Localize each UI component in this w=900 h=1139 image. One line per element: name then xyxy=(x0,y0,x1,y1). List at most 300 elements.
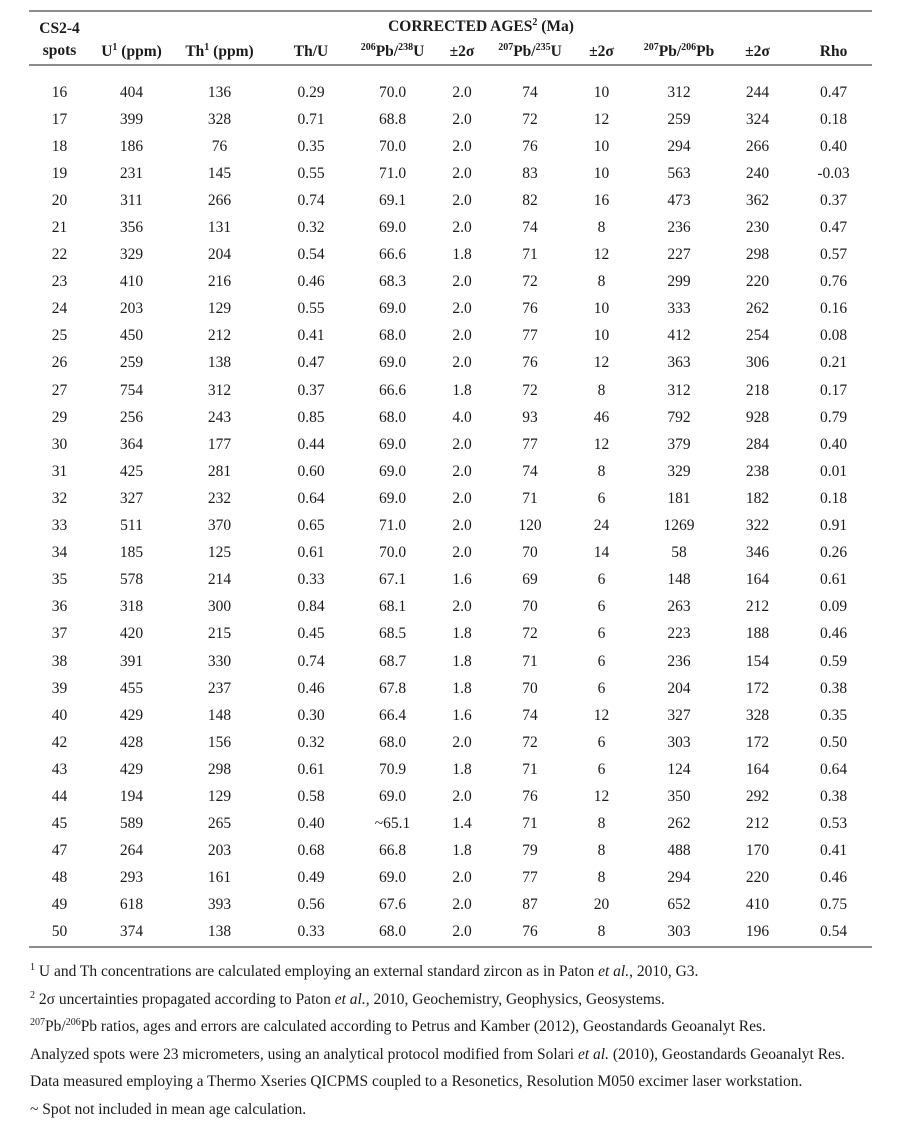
value-cell: 362 xyxy=(745,191,770,209)
value-cell: 129 xyxy=(207,787,232,805)
value-cell: 2.0 xyxy=(452,83,472,101)
value-cell: 230 xyxy=(745,219,770,237)
value-cell: 0.64 xyxy=(819,760,848,778)
value-cell: 425 xyxy=(119,462,144,480)
value-cell: 2.0 xyxy=(452,164,472,182)
value-cell: 12 xyxy=(593,246,610,264)
value-cell: 292 xyxy=(745,787,770,805)
value-cell: 370 xyxy=(207,517,232,535)
value-cell: 0.61 xyxy=(297,544,325,562)
value-cell: 2.0 xyxy=(452,435,472,453)
value-cell: 131 xyxy=(207,219,232,237)
value-cell: 1.8 xyxy=(452,246,472,264)
value-cell: 1.8 xyxy=(452,842,472,860)
col-header-207pb-235u: $^{207}$Pb/$^{235}$U xyxy=(498,41,562,60)
value-cell: 0.33 xyxy=(297,571,325,589)
value-cell: 12 xyxy=(593,435,610,453)
value-cell: 69.0 xyxy=(378,787,407,805)
spot-number-cell: 21 xyxy=(51,219,68,237)
value-cell: 2.0 xyxy=(452,733,472,751)
value-cell: 8 xyxy=(597,842,606,860)
value-cell: 429 xyxy=(119,706,144,724)
spot-number-cell: 36 xyxy=(51,598,68,616)
value-cell: 69.0 xyxy=(378,219,407,237)
value-cell: 2.0 xyxy=(452,923,472,941)
value-cell: 2.0 xyxy=(452,489,472,507)
value-cell: 16 xyxy=(593,191,610,209)
value-cell: 12 xyxy=(593,354,610,372)
value-cell: 68.0 xyxy=(378,408,407,426)
value-cell: 67.1 xyxy=(378,571,407,589)
table-row xyxy=(29,594,872,621)
value-cell: 0.50 xyxy=(819,733,848,751)
value-cell: 136 xyxy=(207,83,232,101)
value-cell: 0.17 xyxy=(819,381,848,399)
spot-number-cell: 29 xyxy=(51,408,68,426)
value-cell: 212 xyxy=(745,815,770,833)
table-row xyxy=(29,811,872,838)
value-cell: 578 xyxy=(119,571,144,589)
table-row xyxy=(29,513,872,540)
value-cell: 333 xyxy=(667,300,691,318)
value-cell: 77 xyxy=(522,435,538,453)
spot-number-cell: 39 xyxy=(51,679,68,697)
group-header-corrected-ages: CORRECTED AGES$^2$ (Ma) xyxy=(388,17,574,36)
value-cell: 71 xyxy=(522,246,538,264)
value-cell: 0.37 xyxy=(297,381,325,399)
table-row xyxy=(29,892,872,919)
value-cell: 298 xyxy=(207,760,232,778)
value-cell: 0.35 xyxy=(297,137,325,155)
value-cell: 0.40 xyxy=(297,815,325,833)
value-cell: 329 xyxy=(119,246,144,264)
spot-number-cell: 25 xyxy=(51,327,68,345)
value-cell: 172 xyxy=(745,733,770,751)
value-cell: 329 xyxy=(667,462,691,480)
value-cell: 129 xyxy=(207,300,232,318)
spot-number-cell: 27 xyxy=(51,381,68,399)
col-header-2sigma-2: ±2σ xyxy=(589,42,614,60)
value-cell: 76 xyxy=(522,787,538,805)
table-row xyxy=(29,323,872,350)
table-row xyxy=(29,540,872,567)
value-cell: 0.46 xyxy=(297,273,325,291)
value-cell: 281 xyxy=(207,462,232,480)
value-cell: 182 xyxy=(745,489,770,507)
value-cell: 8 xyxy=(597,462,606,480)
value-cell: 70 xyxy=(522,598,538,616)
value-cell: 327 xyxy=(119,489,144,507)
value-cell: 284 xyxy=(745,435,770,453)
value-cell: 318 xyxy=(119,598,144,616)
spot-number-cell: 16 xyxy=(51,83,68,101)
value-cell: 227 xyxy=(667,246,691,264)
value-cell: 66.6 xyxy=(378,246,407,264)
value-cell: 231 xyxy=(119,164,144,182)
value-cell: 220 xyxy=(745,869,770,887)
value-cell: 1.6 xyxy=(452,571,472,589)
col-header-207pb-206pb: $^{207}$Pb/$^{206}$Pb xyxy=(643,41,715,60)
value-cell: 82 xyxy=(522,191,538,209)
value-cell: 0.71 xyxy=(297,110,325,128)
value-cell: 263 xyxy=(667,598,691,616)
spot-number-cell: 23 xyxy=(51,273,68,291)
value-cell: 79 xyxy=(522,842,538,860)
value-cell: 10 xyxy=(593,83,610,101)
value-cell: 262 xyxy=(667,815,691,833)
value-cell: 0.91 xyxy=(819,517,848,535)
value-cell: 0.61 xyxy=(297,760,325,778)
value-cell: 328 xyxy=(745,706,770,724)
value-cell: 0.49 xyxy=(297,869,325,887)
value-cell: 312 xyxy=(667,381,691,399)
value-cell: 300 xyxy=(207,598,232,616)
value-cell: 138 xyxy=(207,923,232,941)
value-cell: 0.65 xyxy=(297,517,325,535)
spot-number-cell: 26 xyxy=(51,354,68,372)
value-cell: 2.0 xyxy=(452,544,472,562)
value-cell: 185 xyxy=(119,544,144,562)
spot-number-cell: 45 xyxy=(51,815,68,833)
value-cell: 156 xyxy=(207,733,232,751)
value-cell: 212 xyxy=(745,598,770,616)
value-cell: ~65.1 xyxy=(374,815,411,833)
value-cell: 2.0 xyxy=(452,219,472,237)
value-cell: 6 xyxy=(597,652,606,670)
value-cell: 177 xyxy=(207,435,232,453)
spot-number-cell: 24 xyxy=(51,300,68,318)
value-cell: 254 xyxy=(745,327,770,345)
value-cell: 68.8 xyxy=(378,110,407,128)
value-cell: 563 xyxy=(667,164,691,182)
value-cell: 14 xyxy=(593,544,610,562)
value-cell: 0.44 xyxy=(297,435,325,453)
value-cell: 0.46 xyxy=(819,869,848,887)
value-cell: 306 xyxy=(745,354,770,372)
value-cell: 0.18 xyxy=(819,110,848,128)
group-header-row xyxy=(29,11,872,43)
value-cell: 2.0 xyxy=(452,137,472,155)
value-cell: 0.30 xyxy=(297,706,325,724)
value-cell: 266 xyxy=(207,191,232,209)
value-cell: 71 xyxy=(522,760,538,778)
spot-number-cell: 43 xyxy=(51,760,68,778)
value-cell: 212 xyxy=(207,327,232,345)
table-row xyxy=(29,838,872,865)
value-cell: 71 xyxy=(522,652,538,670)
value-cell: 0.74 xyxy=(297,652,325,670)
value-cell: 2.0 xyxy=(452,787,472,805)
value-cell: 450 xyxy=(119,327,144,345)
col-header-206pb-238u: $^{206}$Pb/$^{238}$U xyxy=(360,41,425,60)
spot-number-cell: 19 xyxy=(51,164,68,182)
table-row xyxy=(29,485,872,512)
value-cell: 652 xyxy=(667,896,691,914)
value-cell: 2.0 xyxy=(452,110,472,128)
value-cell: 346 xyxy=(745,544,770,562)
value-cell: 0.54 xyxy=(297,246,325,264)
value-cell: 12 xyxy=(593,706,610,724)
value-cell: 145 xyxy=(207,164,232,182)
spot-number-cell: 37 xyxy=(51,625,68,643)
value-cell: 265 xyxy=(207,815,232,833)
value-cell: 0.33 xyxy=(297,923,325,941)
value-cell: 327 xyxy=(667,706,691,724)
value-cell: 2.0 xyxy=(452,273,472,291)
value-cell: 0.58 xyxy=(297,787,325,805)
value-cell: 0.59 xyxy=(819,652,848,670)
spot-number-cell: 17 xyxy=(51,110,68,128)
value-cell: 0.21 xyxy=(819,354,848,372)
value-cell: 74 xyxy=(522,706,538,724)
value-cell: 203 xyxy=(207,842,232,860)
column-header-row xyxy=(29,43,872,65)
value-cell: 0.54 xyxy=(819,923,848,941)
value-cell: 404 xyxy=(119,83,144,101)
spot-number-cell: 34 xyxy=(51,544,68,562)
value-cell: 374 xyxy=(119,923,144,941)
table-row xyxy=(29,106,872,133)
value-cell: 455 xyxy=(119,679,144,697)
value-cell: 294 xyxy=(667,137,691,155)
value-cell: 0.26 xyxy=(819,544,848,562)
table-row xyxy=(29,648,872,675)
value-cell: 58 xyxy=(671,544,687,562)
value-cell: 0.84 xyxy=(297,598,325,616)
value-cell: 294 xyxy=(667,869,691,887)
value-cell: 0.40 xyxy=(819,137,848,155)
value-cell: 77 xyxy=(522,327,538,345)
value-cell: 237 xyxy=(207,679,232,697)
value-cell: 232 xyxy=(207,489,232,507)
value-cell: 71.0 xyxy=(378,517,407,535)
value-cell: 428 xyxy=(119,733,144,751)
footnote-2sigma-uncertainties: $^2$ 2σ uncertainties propagated according to Paton et al., 2010, Geochemistry, Geophysics, Geosystems. xyxy=(30,989,665,1008)
value-cell: 293 xyxy=(119,869,144,887)
value-cell: 0.32 xyxy=(297,733,325,751)
value-cell: 0.41 xyxy=(819,842,848,860)
value-cell: 12 xyxy=(593,787,610,805)
value-cell: 164 xyxy=(745,571,770,589)
spot-number-cell: 20 xyxy=(51,191,68,209)
footnotes-section xyxy=(30,962,875,1128)
value-cell: 204 xyxy=(667,679,691,697)
col-header-rho: Rho xyxy=(819,42,848,60)
value-cell: 244 xyxy=(745,83,770,101)
value-cell: 68.0 xyxy=(378,923,407,941)
value-cell: 754 xyxy=(119,381,144,399)
value-cell: 0.46 xyxy=(819,625,848,643)
value-cell: 69.0 xyxy=(378,300,407,318)
value-cell: 6 xyxy=(597,489,606,507)
value-cell: 0.61 xyxy=(819,571,848,589)
value-cell: 6 xyxy=(597,598,606,616)
value-cell: 792 xyxy=(667,408,691,426)
value-cell: 70 xyxy=(522,544,538,562)
footnote-analyzed-spots: Analyzed spots were 23 micrometers, using an analytical protocol modified from Solari et al. (2010), Geostandards Geoanalyt Res. xyxy=(30,1045,845,1063)
value-cell: 0.57 xyxy=(819,246,848,264)
value-cell: 2.0 xyxy=(452,869,472,887)
value-cell: 324 xyxy=(745,110,770,128)
footnote-instrumentation: Data measured employing a Thermo Xseries QICPMS coupled to a Resonetics, Resolution M050 excimer laser workstation. xyxy=(30,1073,803,1091)
value-cell: 188 xyxy=(745,625,770,643)
value-cell: 66.8 xyxy=(378,842,407,860)
value-cell: 67.8 xyxy=(378,679,407,697)
value-cell: 76 xyxy=(522,354,538,372)
table-header xyxy=(29,11,872,65)
value-cell: 0.18 xyxy=(819,489,848,507)
value-cell: 148 xyxy=(207,706,232,724)
value-cell: 70.0 xyxy=(378,137,407,155)
value-cell: 399 xyxy=(119,110,144,128)
footnote-tilde-exclusion: ~ Spot not included in mean age calculation. xyxy=(30,1100,307,1118)
table-row xyxy=(29,783,872,810)
value-cell: 70.9 xyxy=(378,760,407,778)
value-cell: 172 xyxy=(745,679,770,697)
value-cell: 10 xyxy=(593,137,610,155)
value-cell: 264 xyxy=(119,842,144,860)
value-cell: 589 xyxy=(119,815,144,833)
value-cell: 0.79 xyxy=(819,408,848,426)
value-cell: 196 xyxy=(745,923,770,941)
table-row xyxy=(29,865,872,892)
value-cell: 69.0 xyxy=(378,435,407,453)
value-cell: 6 xyxy=(597,760,606,778)
spot-number-cell: 44 xyxy=(51,787,68,805)
value-cell: 20 xyxy=(593,896,610,914)
value-cell: 262 xyxy=(745,300,770,318)
value-cell: 220 xyxy=(745,273,770,291)
value-cell: 93 xyxy=(522,408,538,426)
value-cell: 420 xyxy=(119,625,144,643)
spot-number-cell: 38 xyxy=(51,652,68,670)
value-cell: 356 xyxy=(119,219,144,237)
value-cell: 8 xyxy=(597,869,606,887)
value-cell: 77 xyxy=(522,869,538,887)
value-cell: 312 xyxy=(207,381,232,399)
value-cell: 236 xyxy=(667,652,691,670)
value-cell: 186 xyxy=(119,137,144,155)
value-cell: 410 xyxy=(119,273,144,291)
value-cell: 0.60 xyxy=(297,462,325,480)
corrected-ages-table xyxy=(29,10,872,948)
value-cell: 2.0 xyxy=(452,300,472,318)
value-cell: 259 xyxy=(667,110,691,128)
table-row xyxy=(29,702,872,729)
table-row xyxy=(29,65,872,106)
value-cell: 0.16 xyxy=(819,300,848,318)
value-cell: 1.6 xyxy=(452,706,472,724)
value-cell: 429 xyxy=(119,760,144,778)
spot-number-cell: 48 xyxy=(51,869,68,887)
value-cell: 299 xyxy=(667,273,691,291)
value-cell: 69.0 xyxy=(378,869,407,887)
value-cell: 350 xyxy=(667,787,691,805)
value-cell: 379 xyxy=(667,435,691,453)
spot-number-cell: 47 xyxy=(51,842,68,860)
value-cell: 1269 xyxy=(663,517,695,535)
value-cell: 298 xyxy=(745,246,770,264)
value-cell: 266 xyxy=(745,137,770,155)
value-cell: 0.46 xyxy=(297,679,325,697)
value-cell: 2.0 xyxy=(452,462,472,480)
table-row xyxy=(29,756,872,783)
value-cell: 0.64 xyxy=(297,489,325,507)
value-cell: 0.35 xyxy=(819,706,848,724)
spot-number-cell: 42 xyxy=(51,733,68,751)
col-header-2sigma-3: ±2σ xyxy=(745,42,770,60)
value-cell: 0.45 xyxy=(297,625,325,643)
value-cell: 0.53 xyxy=(819,815,848,833)
spot-number-cell: 22 xyxy=(51,246,68,264)
value-cell: 70 xyxy=(522,679,538,697)
value-cell: 68.3 xyxy=(378,273,407,291)
value-cell: 1.8 xyxy=(452,381,472,399)
value-cell: 181 xyxy=(667,489,691,507)
value-cell: 1.8 xyxy=(452,652,472,670)
col-header-th-ppm: Th$^1$ (ppm) xyxy=(185,41,254,60)
value-cell: 412 xyxy=(667,327,691,345)
value-cell: 1.8 xyxy=(452,760,472,778)
value-cell: 928 xyxy=(745,408,770,426)
table-row xyxy=(29,431,872,458)
value-cell: 66.6 xyxy=(378,381,407,399)
value-cell: 83 xyxy=(522,164,538,182)
value-cell: -0.03 xyxy=(817,164,850,182)
value-cell: 6 xyxy=(597,625,606,643)
value-cell: 71.0 xyxy=(378,164,407,182)
table-row xyxy=(29,133,872,160)
table-row xyxy=(29,458,872,485)
value-cell: 138 xyxy=(207,354,232,372)
value-cell: 259 xyxy=(119,354,144,372)
value-cell: 488 xyxy=(667,842,691,860)
value-cell: 74 xyxy=(522,83,538,101)
value-cell: 203 xyxy=(119,300,144,318)
value-cell: 618 xyxy=(119,896,144,914)
value-cell: 2.0 xyxy=(452,517,472,535)
value-cell: 328 xyxy=(207,110,232,128)
table-row xyxy=(29,269,872,296)
value-cell: 46 xyxy=(593,408,610,426)
value-cell: 68.1 xyxy=(378,598,407,616)
value-cell: 0.47 xyxy=(297,354,325,372)
value-cell: 6 xyxy=(597,679,606,697)
value-cell: 66.4 xyxy=(378,706,407,724)
value-cell: 303 xyxy=(667,733,691,751)
spot-number-cell: 31 xyxy=(51,462,68,480)
col-header-spots xyxy=(29,11,90,65)
footnote-u-th-concentrations: $^1$ U and Th concentrations are calculated employing an external standard zircon as in Paton et al., 2010, G3. xyxy=(30,961,699,980)
value-cell: 0.40 xyxy=(819,435,848,453)
value-cell: 1.8 xyxy=(452,679,472,697)
value-cell: 72 xyxy=(522,381,538,399)
value-cell: 72 xyxy=(522,110,538,128)
table-row xyxy=(29,621,872,648)
value-cell: 194 xyxy=(119,787,144,805)
value-cell: 0.41 xyxy=(297,327,325,345)
value-cell: 330 xyxy=(207,652,232,670)
table-row xyxy=(29,919,872,947)
value-cell: 322 xyxy=(745,517,770,535)
value-cell: 72 xyxy=(522,625,538,643)
value-cell: 0.09 xyxy=(819,598,848,616)
value-cell: 311 xyxy=(120,191,143,209)
value-cell: 0.37 xyxy=(819,191,848,209)
table-row xyxy=(29,404,872,431)
value-cell: 24 xyxy=(593,517,610,535)
value-cell: 69 xyxy=(522,571,538,589)
